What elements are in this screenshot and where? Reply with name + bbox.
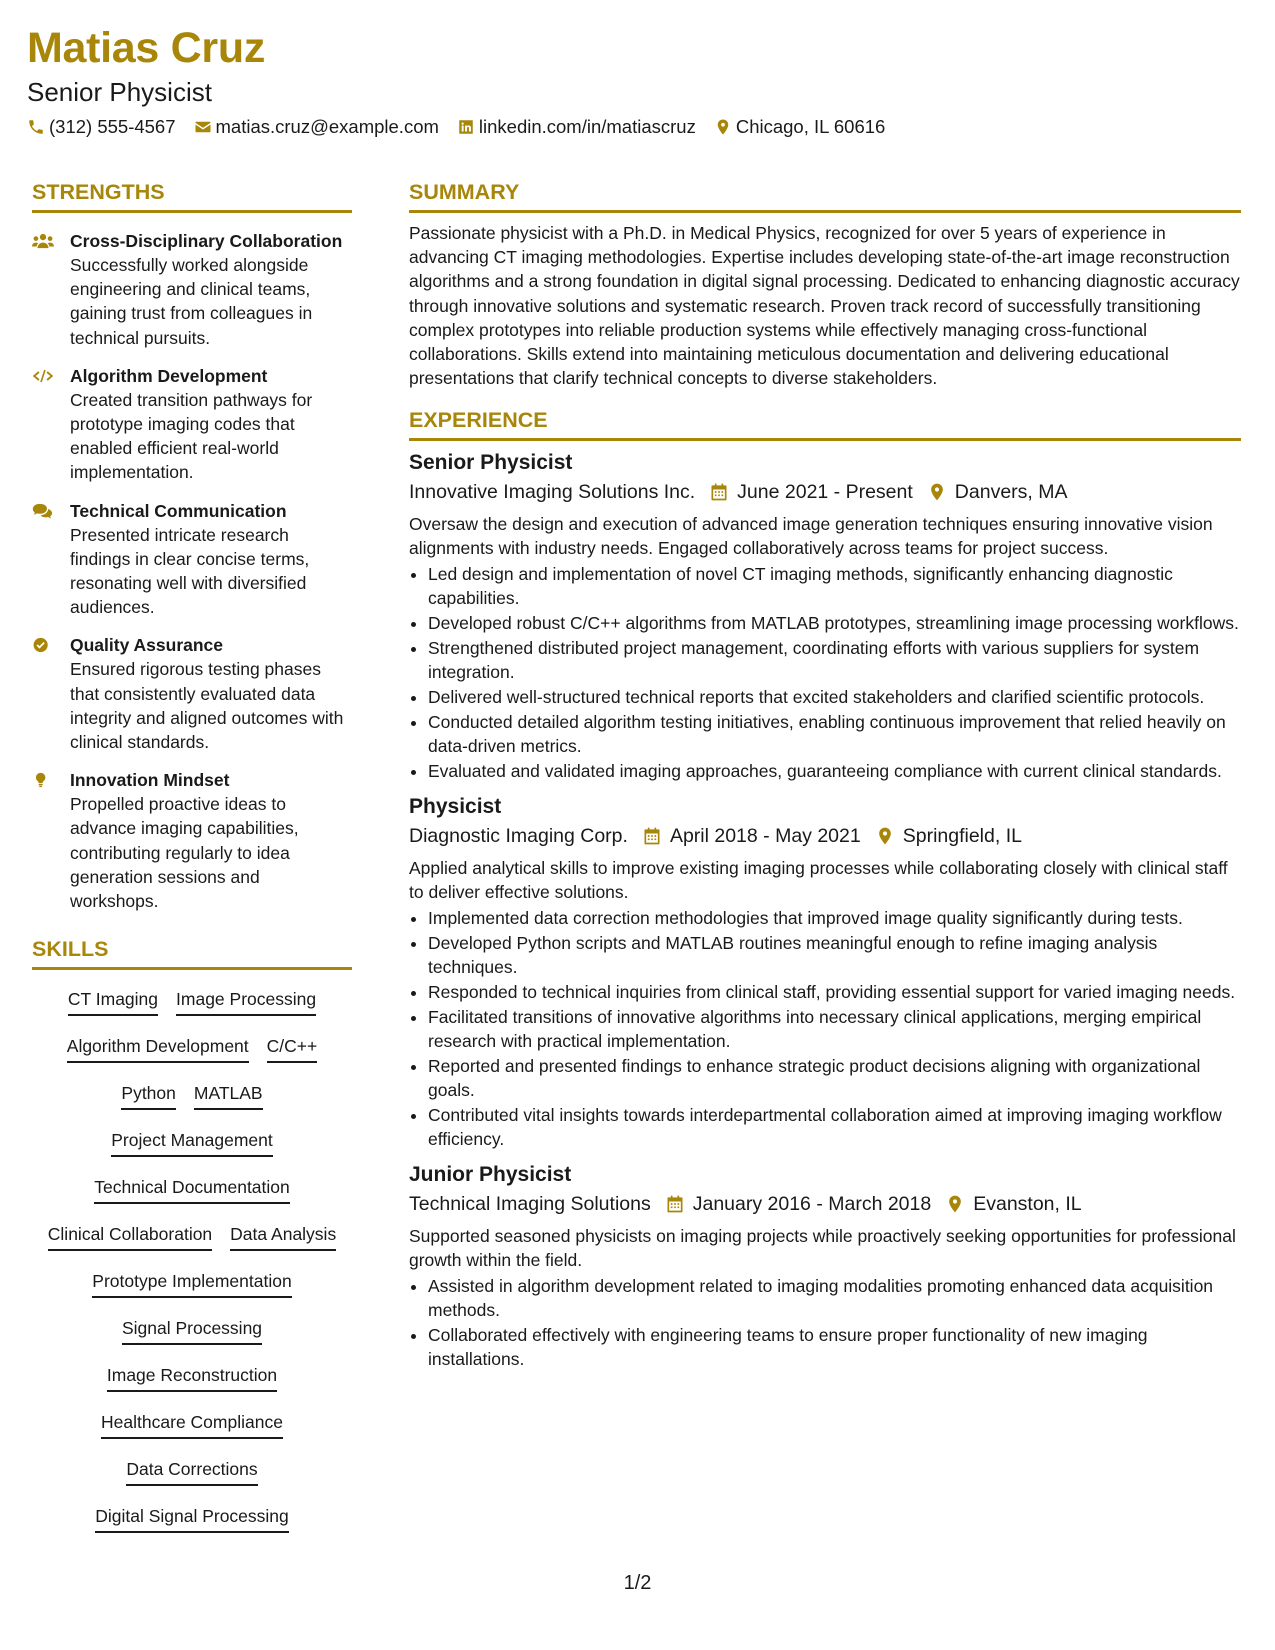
job-bullets xyxy=(409,906,1241,1151)
job-entry xyxy=(409,449,1241,783)
linkedin-text: linkedin.com/in/matiascruz xyxy=(478,116,696,137)
users-icon xyxy=(32,232,54,250)
job-description: Applied analytical skills to improve existing imaging processes while collaborating closely with clinical staff to deliver effective solutions. xyxy=(409,858,1228,903)
strength-title: Innovation Mindset xyxy=(70,770,230,791)
strength-desc: Presented intricate research findings in clear concise terms, resonating well with diversified audiences. xyxy=(70,524,310,618)
strength-title: Technical Communication xyxy=(70,500,287,521)
phone-text: (312) 555-4567 xyxy=(49,116,176,137)
left-column xyxy=(32,178,352,1544)
job-location-text: Danvers, MA xyxy=(954,481,1068,504)
job-location xyxy=(927,477,1068,507)
check-circle-icon xyxy=(32,636,54,654)
skill-tag: Algorithm Development xyxy=(67,1032,249,1063)
job-bullets xyxy=(409,562,1241,783)
code-icon xyxy=(32,367,54,385)
contact-bar xyxy=(27,116,1247,138)
job-title: Junior Physicist xyxy=(409,1163,572,1187)
skill-tag: Digital Signal Processing xyxy=(95,1502,289,1533)
skill-tag: C/C++ xyxy=(267,1032,318,1063)
job-bullet: • Delivered well-structured technical reports that excited stakeholders and clarified scientific protocols. xyxy=(428,685,1241,709)
strength-item xyxy=(32,364,352,485)
job-bullet: • Developed Python scripts and MATLAB routines meaningful enough to refine imaging analysis techniques. xyxy=(428,931,1241,979)
job-location xyxy=(945,1189,1081,1219)
job-meta xyxy=(409,477,1241,507)
strength-item xyxy=(32,229,352,350)
skill-tag: Signal Processing xyxy=(122,1314,262,1345)
job-dates-text: June 2021 - Present xyxy=(737,481,913,504)
job-bullet: • Conducted detailed algorithm testing initiatives, enabling continuous improvement that relied heavily on data-driven metrics. xyxy=(428,710,1241,758)
job-title: Senior Physicist xyxy=(409,451,573,475)
map-marker-icon xyxy=(714,118,732,136)
linkedin-icon xyxy=(457,118,475,136)
skill-tag: Python xyxy=(121,1079,175,1110)
calendar-icon xyxy=(642,826,662,846)
job-bullet: • Strengthened distributed project management, coordinating efforts with various suppliers for system integration. xyxy=(428,636,1241,684)
job-location-text: Springfield, IL xyxy=(902,825,1022,848)
skills-list xyxy=(32,980,352,1544)
job-bullets xyxy=(409,1274,1241,1371)
summary-text: Passionate physicist with a Ph.D. in Medical Physics, recognized for over 5 years of experience in advancing CT imaging methodologies. Expertise includes developing state-of-the-art image reconstruction algorithms and a strong foundation in digital signal processing. Dedicated to enhancing diagnostic accuracy through innovative solutions and systematic research. Proven track record of successfully transitioning complex prototypes into reliable production systems while effectively managing cross-functional collaborations. Skills extend into maintaining meticulous documentation and delivering educational presentations that clarify technical concepts to diverse stakeholders. xyxy=(409,223,1240,389)
strength-item xyxy=(32,499,352,620)
strength-desc: Successfully worked alongside engineering and clinical teams, gaining trust from colleagues in technical pursuits. xyxy=(70,255,313,348)
summary-heading: SUMMARY xyxy=(409,178,1241,213)
job-bullet: • Responded to technical inquiries from clinical staff, providing essential support for varied imaging needs. xyxy=(428,980,1241,1004)
skill-tag: Project Management xyxy=(111,1126,272,1157)
strength-desc: Ensured rigorous testing phases that consistently evaluated data integrity and aligned outcomes with clinical standards. xyxy=(70,659,344,753)
map-marker-icon xyxy=(927,482,947,502)
comments-icon xyxy=(32,502,54,520)
job-bullet: • Reported and presented findings to enhance strategic product decisions aligning with organizational goals. xyxy=(428,1054,1241,1102)
company-name: Diagnostic Imaging Corp. xyxy=(409,825,628,848)
contact-location xyxy=(714,116,885,138)
phone-icon xyxy=(27,118,45,136)
strength-title: Algorithm Development xyxy=(70,365,268,386)
job-meta xyxy=(409,1189,1241,1219)
job-bullet: • Evaluated and validated imaging approaches, guaranteeing compliance with current clinical standards. xyxy=(428,759,1241,783)
contact-email[interactable] xyxy=(194,116,439,138)
email-text: matias.cruz@example.com xyxy=(215,116,439,137)
job-location xyxy=(875,821,1022,851)
resume-header xyxy=(27,22,1247,138)
contact-phone[interactable] xyxy=(27,116,176,138)
lightbulb-icon xyxy=(32,771,54,789)
skill-tag: Data Corrections xyxy=(126,1455,257,1486)
map-marker-icon xyxy=(875,826,895,846)
job-dates-text: January 2016 - March 2018 xyxy=(692,1193,932,1216)
page-number: 1/2 xyxy=(623,1572,652,1594)
skills-heading: SKILLS xyxy=(32,935,352,970)
job-description: Oversaw the design and execution of advanced image generation techniques ensuring innovative vision alignments with industry needs. Engaged collaboratively across teams for project success. xyxy=(409,514,1213,559)
skill-tag: Technical Documentation xyxy=(94,1173,290,1204)
job-bullet: • Contributed vital insights towards interdepartmental collaboration aimed at improving imaging workflow efficiency. xyxy=(428,1103,1241,1151)
strength-desc: Propelled proactive ideas to advance imaging capabilities, contributing regularly to idea generation sessions and workshops. xyxy=(70,794,299,912)
job-description: Supported seasoned physicists on imaging projects while proactively seeking opportunities for professional growth within the field. xyxy=(409,1226,1236,1271)
job-bullet: • Assisted in algorithm development related to imaging modalities promoting enhanced data acquisition methods. xyxy=(428,1274,1241,1322)
strength-item xyxy=(32,768,352,913)
skill-tag: Healthcare Compliance xyxy=(101,1408,283,1439)
job-entry xyxy=(409,1161,1241,1371)
strength-item xyxy=(32,633,352,754)
strength-title: Cross-Disciplinary Collaboration xyxy=(70,231,343,251)
contact-linkedin[interactable] xyxy=(457,116,696,138)
strength-title: Quality Assurance xyxy=(70,635,224,656)
skill-tag: Image Processing xyxy=(176,985,316,1016)
job-bullet: • Facilitated transitions of innovative algorithms into necessary clinical applications, merging empirical research with practical implementation. xyxy=(428,1005,1241,1053)
experience-heading: EXPERIENCE xyxy=(409,406,1241,441)
skill-tag: Prototype Implementation xyxy=(92,1267,291,1298)
map-marker-icon xyxy=(945,1194,965,1214)
job-bullet: • Implemented data correction methodologies that improved image quality significantly during tests. xyxy=(428,906,1241,930)
job-bullet: • Developed robust C/C++ algorithms from MATLAB prototypes, streamlining image processing workflows. xyxy=(428,611,1241,635)
job-entry xyxy=(409,793,1241,1151)
job-meta xyxy=(409,821,1241,851)
calendar-icon xyxy=(665,1194,685,1214)
company-name: Technical Imaging Solutions xyxy=(409,1193,651,1216)
job-dates xyxy=(642,821,861,851)
skill-tag: Clinical Collaboration xyxy=(48,1220,212,1251)
location-text: Chicago, IL 60616 xyxy=(735,116,886,137)
envelope-icon xyxy=(194,118,212,136)
job-dates xyxy=(665,1189,931,1219)
job-dates-text: April 2018 - May 2021 xyxy=(669,825,861,848)
right-column xyxy=(409,178,1241,1372)
job-title: Physicist xyxy=(409,795,502,819)
skill-tag: Image Reconstruction xyxy=(107,1361,277,1392)
skill-tag: Data Analysis xyxy=(230,1220,336,1251)
strength-desc: Created transition pathways for prototype imaging codes that enabled efficient real-world implementation. xyxy=(70,389,313,483)
candidate-title: Senior Physicist xyxy=(27,77,212,107)
job-location-text: Evanston, IL xyxy=(973,1193,1082,1216)
candidate-name: Matias Cruz xyxy=(27,24,266,72)
job-dates xyxy=(709,477,913,507)
strengths-heading: STRENGTHS xyxy=(32,178,352,213)
skill-tag: CT Imaging xyxy=(68,985,158,1016)
job-bullet: • Led design and implementation of novel CT imaging methods, significantly enhancing diagnostic capabilities. xyxy=(428,562,1241,610)
job-bullet: • Collaborated effectively with engineering teams to ensure proper functionality of new imaging installations. xyxy=(428,1323,1241,1371)
company-name: Innovative Imaging Solutions Inc. xyxy=(409,481,696,504)
calendar-icon xyxy=(709,482,729,502)
skill-tag: MATLAB xyxy=(194,1079,263,1110)
